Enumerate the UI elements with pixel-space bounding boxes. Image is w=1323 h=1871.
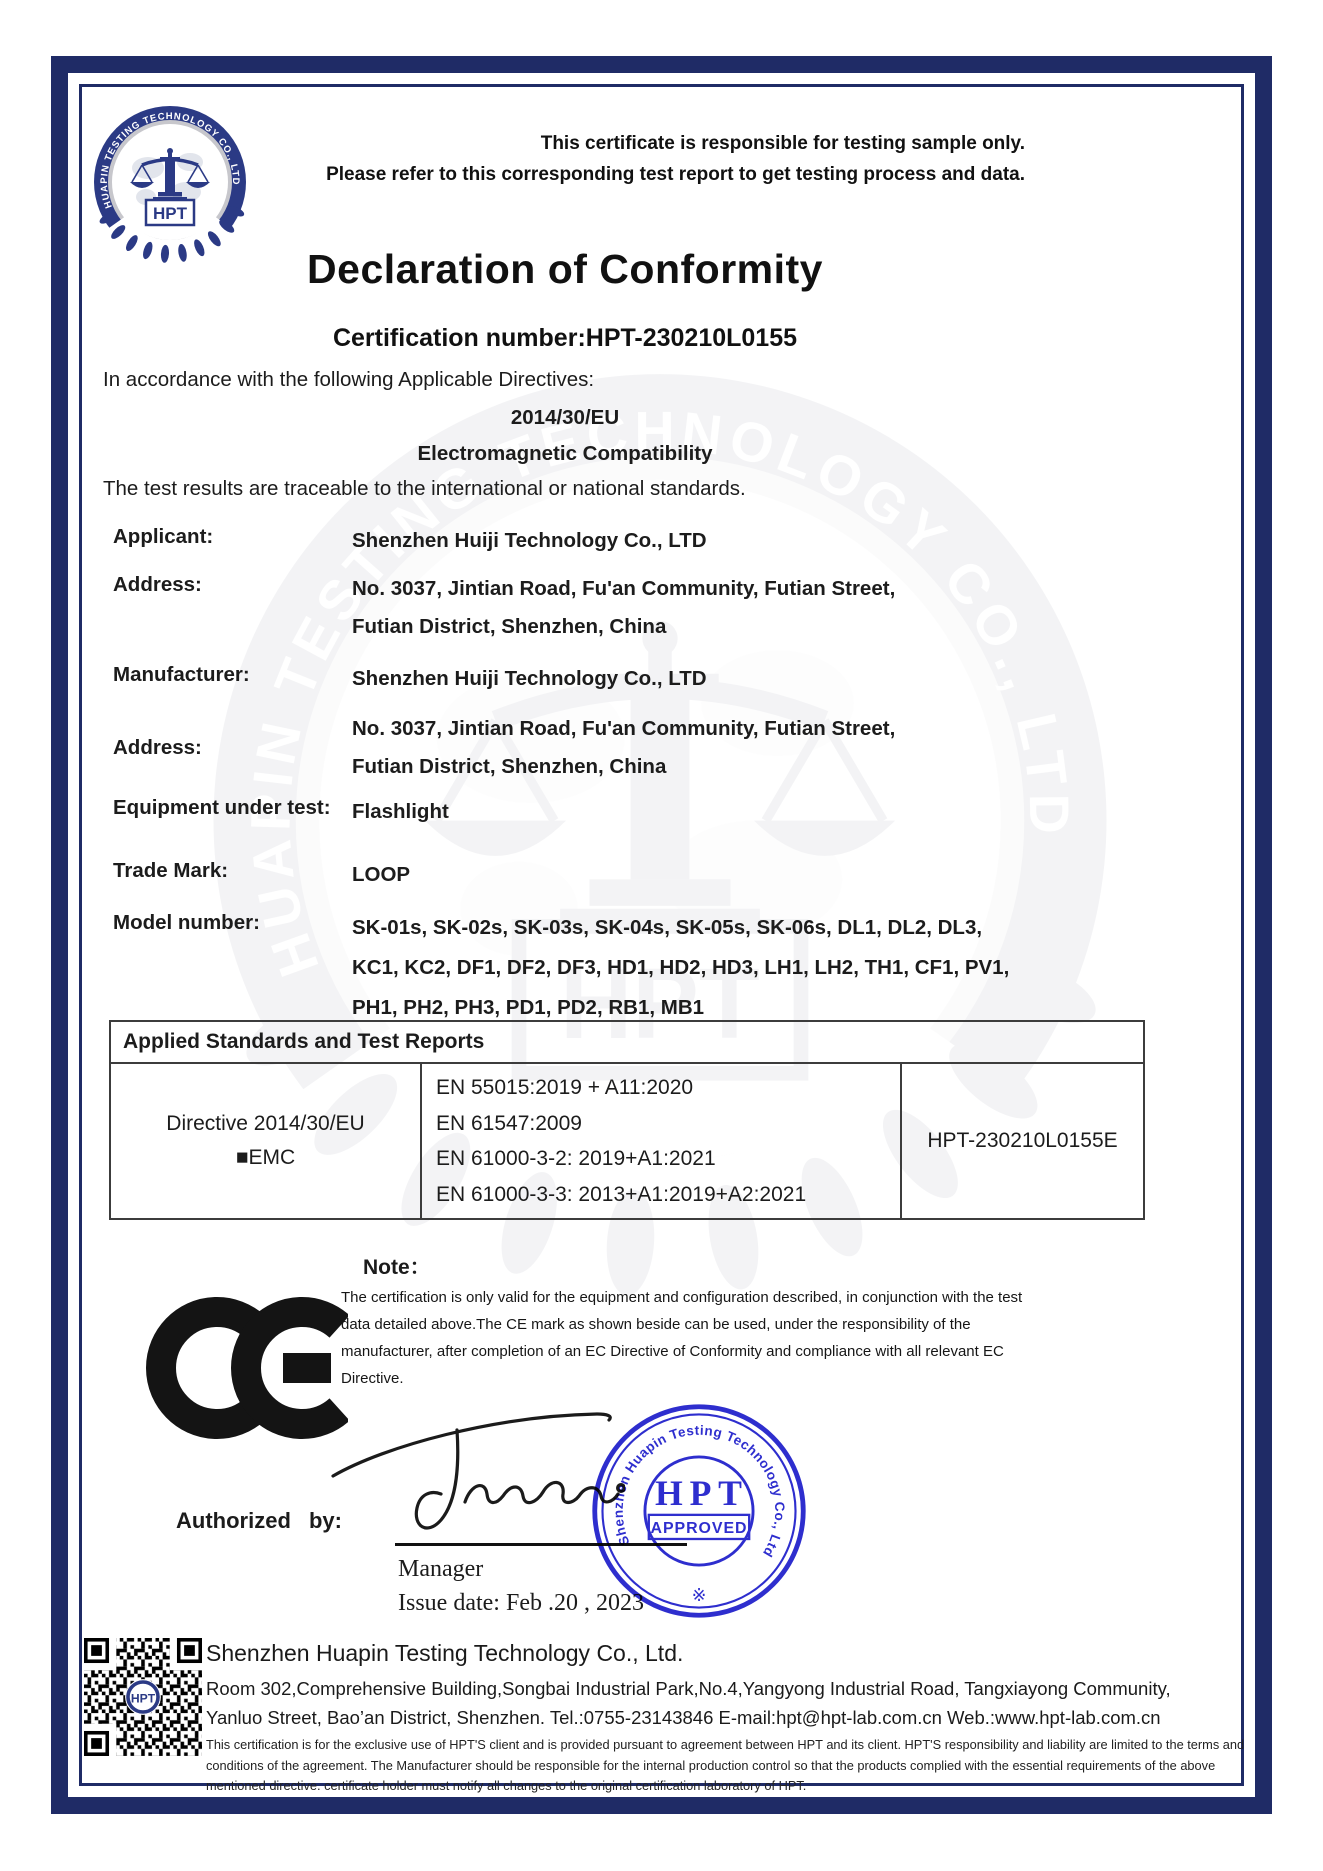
- directive-cell-line1: Directive 2014/30/EU: [166, 1112, 365, 1135]
- header-disclaimer: [326, 128, 1025, 190]
- field-label: Applicant:: [113, 525, 214, 548]
- stamp-ring-text: Shenzhen Huapin Testing Technology Co., Ltd: [610, 1422, 788, 1560]
- traceability-line: The test results are traceable to the international or national standards.: [103, 477, 746, 500]
- field-value: Shenzhen Huiji Technology Co., LTD: [352, 529, 707, 552]
- field-value: No. 3037, Jintian Road, Fu'an Community, Futian Street, Futian District, Shenzhen, China: [352, 577, 896, 638]
- qr-center-abbr: HPT: [130, 1691, 156, 1706]
- footer-disclaimer: This certification is for the exclusive use of HPT'S client and is provided pursuant to agreement between HPT and its client. HPT'S responsibility and liability are limited to the terms and conditions of the agreement. The Manufacturer should be responsible for the internal production control so that the products complied with the essential requirements of the above mentioned directive. certificate holder must notify all changes to the original certification laboratory of HPT.: [206, 1737, 1245, 1793]
- issue-date: Issue date: Feb .20 , 2023: [398, 1590, 644, 1616]
- footer-company-name: Shenzhen Huapin Testing Technology Co., Ltd.: [206, 1640, 684, 1666]
- note-label: Note：: [363, 1256, 431, 1279]
- field-row-model-number: [113, 908, 1048, 1028]
- directive-cell-line2: ■EMC: [235, 1146, 296, 1169]
- header-disclaimer-line2: Please refer to this corresponding test report to get testing process and data.: [326, 164, 1025, 185]
- header-disclaimer-line1: This certificate is responsible for testing sample only.: [540, 133, 1025, 154]
- footer-address-line2: Yanluo Street, Bao’an District, Shenzhen. Tel.:0755-23143846 E-mail:hpt@hpt-lab.com.cn Web.:www.hpt-lab.com.cn: [206, 1707, 1161, 1728]
- field-row-address-1: [113, 570, 1048, 646]
- field-label: Model number:: [113, 911, 260, 934]
- stamp-abbr: HPT: [655, 1473, 749, 1514]
- directive-cell: [111, 1064, 422, 1218]
- signer-title: Manager: [398, 1556, 484, 1582]
- standard-item: EN 61547:2009: [436, 1111, 582, 1135]
- standards-cell: [422, 1064, 902, 1218]
- directive-name: Electromagnetic Compatibility: [417, 442, 713, 465]
- stamp-approved-label: APPROVED: [650, 1520, 748, 1538]
- ce-mark: [138, 1288, 348, 1448]
- field-value: Shenzhen Huiji Technology Co., LTD: [352, 667, 707, 690]
- field-value: LOOP: [352, 863, 411, 886]
- stamp-star: ※: [691, 1585, 707, 1606]
- standards-table-body: [111, 1064, 1143, 1218]
- note-text: The certification is only valid for the equipment and configuration described, in conjunction with the test data detailed above.The CE mark as shown beside can be used, under the responsibility of the manufacturer, after completion of an EC Directive of Conformity and compliance with all relevant EC Directive.: [341, 1289, 1023, 1387]
- standard-item: EN 61000-3-2: 2019+A1:2021: [436, 1147, 716, 1170]
- footer-address-line1: Room 302,Comprehensive Building,Songbai Industrial Park,No.4,Yangyong Industrial Road, Tangxiayong Community,: [206, 1678, 1171, 1699]
- field-row-applicant: [113, 522, 1048, 560]
- field-row-address-2: [113, 710, 1048, 786]
- field-label: Manufacturer:: [113, 663, 250, 686]
- field-row-trademark: [113, 856, 1048, 894]
- field-row-equipment: [113, 793, 1048, 831]
- signature: [325, 1398, 625, 1540]
- report-number: HPT-230210L0155E: [927, 1129, 1118, 1152]
- authorized-by-label: Authorized by:: [176, 1508, 342, 1533]
- field-row-manufacturer: [113, 660, 1048, 698]
- standard-item: EN 55015:2019 + A11:2020: [436, 1076, 694, 1099]
- certification-number: Certification number:HPT-230210L0155: [332, 324, 798, 352]
- qr-code: [84, 1638, 202, 1756]
- page-title: Declaration of Conformity: [307, 246, 823, 292]
- report-number-cell: [902, 1064, 1143, 1218]
- field-label: Address:: [113, 736, 202, 759]
- field-label: Trade Mark:: [113, 859, 229, 882]
- field-value: No. 3037, Jintian Road, Fu'an Community, Futian Street, Futian District, Shenzhen, China: [352, 717, 896, 778]
- field-value: Flashlight: [352, 800, 449, 823]
- standards-table-header: Applied Standards and Test Reports: [111, 1022, 1143, 1064]
- standard-item: EN 61000-3-3: 2013+A1:2019+A2:2021: [436, 1182, 807, 1206]
- field-label: Equipment under test:: [113, 796, 331, 819]
- field-label: Address:: [113, 573, 202, 596]
- approval-stamp: [588, 1400, 810, 1622]
- field-value: SK-01s, SK-02s, SK-03s, SK-04s, SK-05s, SK-06s, DL1, DL2, DL3, KC1, KC2, DF1, DF2, DF3, HD1, HD2, HD3, LH1, LH2, TH1, CF1, PV1, PH1, PH2, PH3, PD1, PD2, RB1, MB1: [352, 916, 1010, 1019]
- directive-code: 2014/30/EU: [510, 406, 620, 429]
- accordance-line: In accordance with the following Applicable Directives:: [103, 368, 595, 391]
- standards-table: [109, 1020, 1145, 1220]
